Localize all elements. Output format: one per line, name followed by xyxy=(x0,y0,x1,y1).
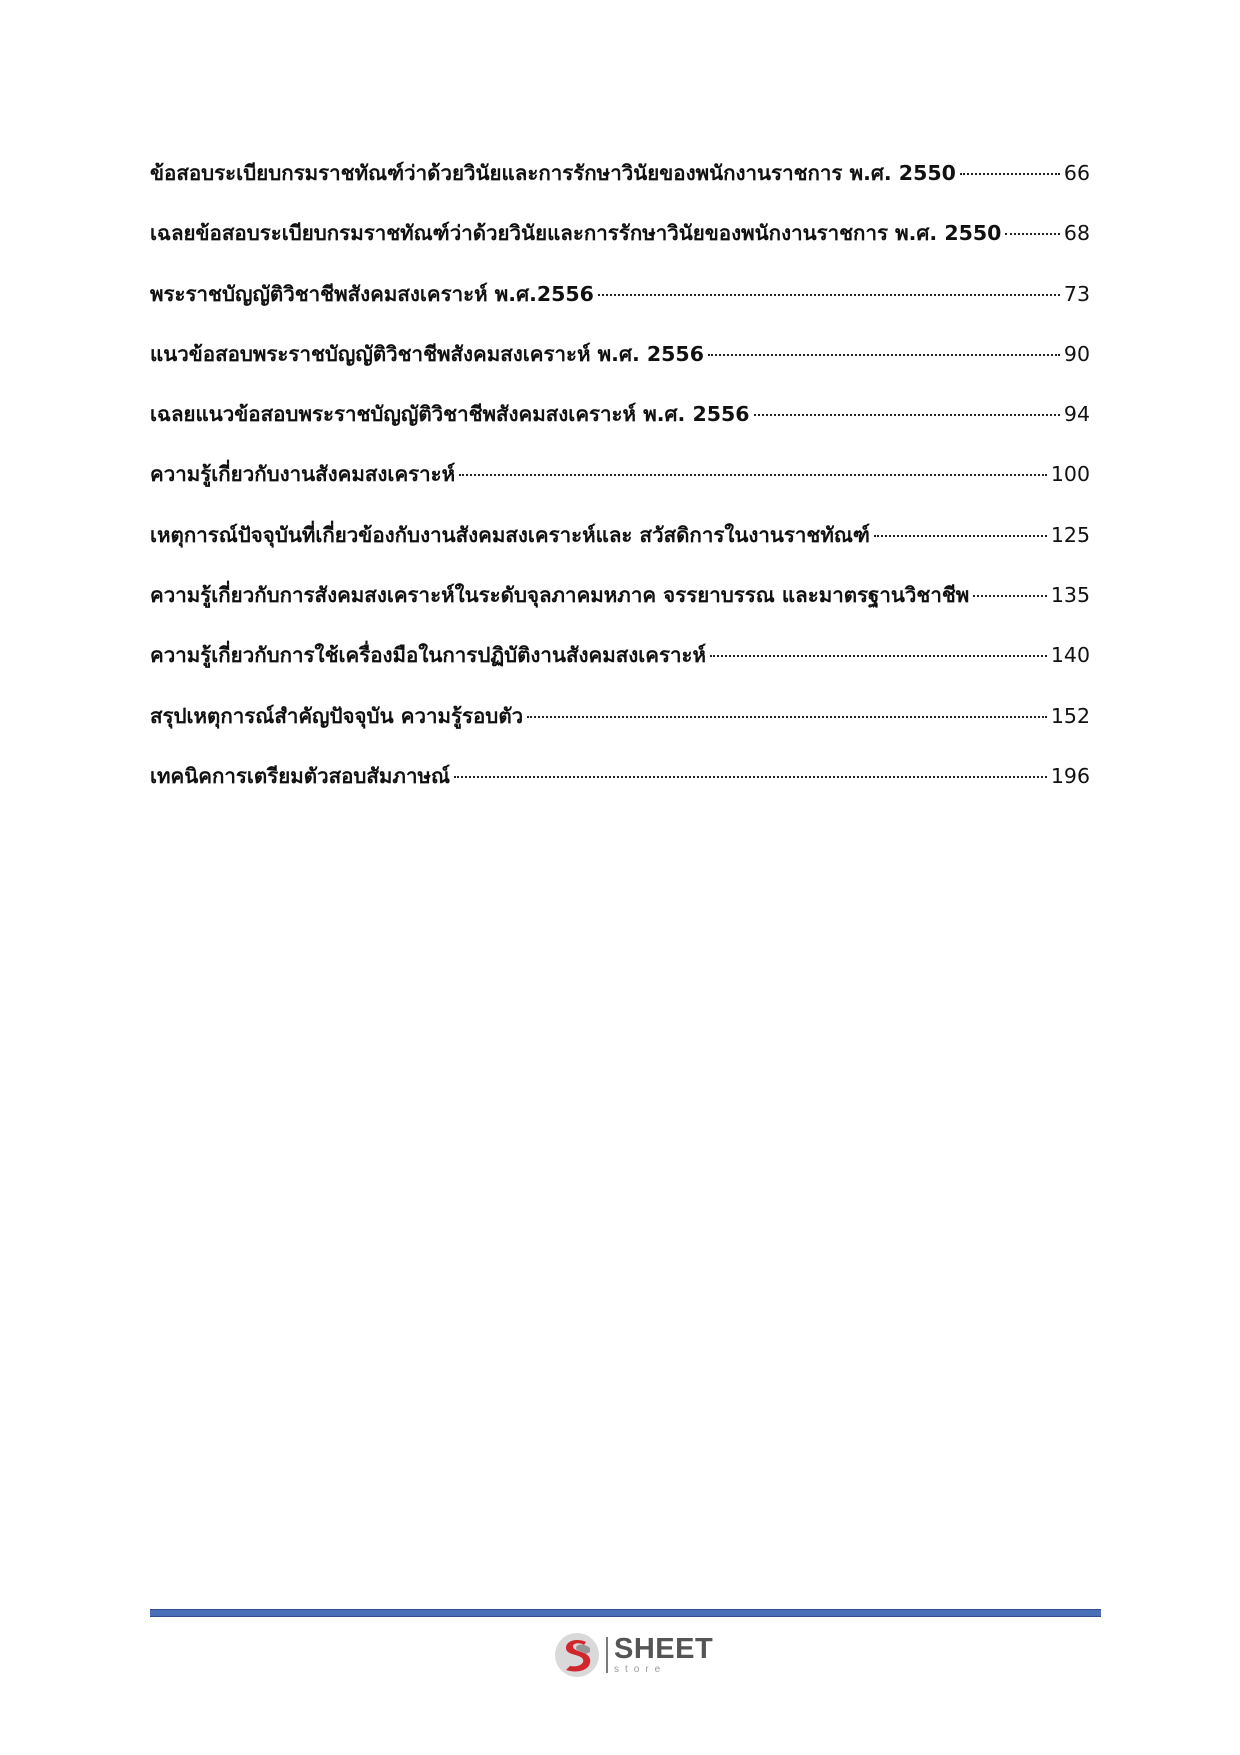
toc-dot-leader xyxy=(527,716,1047,718)
sheet-store-s-logo-icon xyxy=(552,1630,602,1680)
toc-dot-leader xyxy=(754,414,1060,416)
toc-entry-page: 100 xyxy=(1050,462,1090,487)
toc-entry[interactable] xyxy=(150,753,1090,813)
toc-dot-leader xyxy=(960,173,1060,175)
toc-entry-page: 66 xyxy=(1063,161,1090,185)
toc-entry-title: ความรู้เกี่ยวกับงานสังคมสงเคราะห์ xyxy=(150,462,456,487)
toc-entry-title: ความรู้เกี่ยวกับการสังคมสงเคราะห์ในระดับจุลภาคมหภาค จรรยาบรรณ และมาตรฐานวิชาชีพ xyxy=(150,583,970,608)
toc-entry[interactable] xyxy=(150,632,1090,692)
toc-entry[interactable] xyxy=(150,391,1090,451)
sheet-store-logo xyxy=(552,1630,713,1680)
toc-entry-title: สรุปเหตุการณ์สำคัญปัจจุบัน ความรู้รอบตัว xyxy=(150,703,524,728)
toc-entry-page: 125 xyxy=(1050,522,1090,547)
toc-entry-page: 94 xyxy=(1063,402,1090,427)
toc-entry[interactable] xyxy=(150,512,1090,572)
toc-entry-page: 73 xyxy=(1063,281,1090,306)
toc-dot-leader xyxy=(598,294,1060,296)
toc-entry-title: ข้อสอบระเบียบกรมราชทัณฑ์ว่าด้วยวินัยและการรักษาวินัยของพนักงานราชการ พ.ศ. 2550 xyxy=(150,161,956,185)
table-of-contents xyxy=(150,150,1090,813)
toc-entry[interactable] xyxy=(150,572,1090,632)
logo-text xyxy=(614,1635,713,1675)
toc-entry-page: 68 xyxy=(1063,221,1090,246)
toc-entry-title: เฉลยแนวข้อสอบพระราชบัญญัติวิชาชีพสังคมสงเคราะห์ พ.ศ. 2556 xyxy=(150,402,750,427)
toc-entry[interactable] xyxy=(150,210,1090,270)
toc-dot-leader xyxy=(454,776,1047,778)
toc-dot-leader xyxy=(1005,233,1060,235)
toc-entry-page: 140 xyxy=(1050,643,1090,668)
toc-entry-title: เทคนิคการเตรียมตัวสอบสัมภาษณ์ xyxy=(150,763,450,788)
toc-entry-title: พระราชบัญญัติวิชาชีพสังคมสงเคราะห์ พ.ศ.2556 xyxy=(150,281,594,306)
toc-entry[interactable] xyxy=(150,693,1090,753)
logo-separator xyxy=(606,1637,608,1673)
toc-dot-leader xyxy=(710,655,1047,657)
toc-entry[interactable] xyxy=(150,451,1090,511)
toc-entry-title: ความรู้เกี่ยวกับการใช้เครื่องมือในการปฏิบัติงานสังคมสงเคราะห์ xyxy=(150,643,706,668)
toc-entry-page: 152 xyxy=(1050,703,1090,728)
toc-entry-page: 135 xyxy=(1050,583,1090,608)
toc-dot-leader xyxy=(874,535,1047,537)
toc-entry[interactable] xyxy=(150,150,1090,210)
toc-dot-leader xyxy=(459,474,1047,476)
logo-subtitle: store xyxy=(614,1664,667,1675)
toc-dot-leader xyxy=(973,595,1047,597)
logo-word: SHEET xyxy=(614,1633,714,1665)
toc-entry-page: 90 xyxy=(1063,341,1090,366)
toc-entry-title: แนวข้อสอบพระราชบัญญัติวิชาชีพสังคมสงเคราะห์ พ.ศ. 2556 xyxy=(150,341,704,366)
toc-entry-title: เฉลยข้อสอบระเบียบกรมราชทัณฑ์ว่าด้วยวินัยและการรักษาวินัยของพนักงานราชการ พ.ศ. 2550 xyxy=(150,221,1002,246)
toc-entry[interactable] xyxy=(150,331,1090,391)
toc-entry[interactable] xyxy=(150,271,1090,331)
footer-divider xyxy=(150,1609,1101,1617)
toc-dot-leader xyxy=(708,354,1060,356)
toc-entry-page: 196 xyxy=(1050,763,1090,788)
toc-entry-title: เหตุการณ์ปัจจุบันที่เกี่ยวข้องกับงานสังคมสงเคราะห์และ สวัสดิการในงานราชทัณฑ์ xyxy=(150,522,870,547)
